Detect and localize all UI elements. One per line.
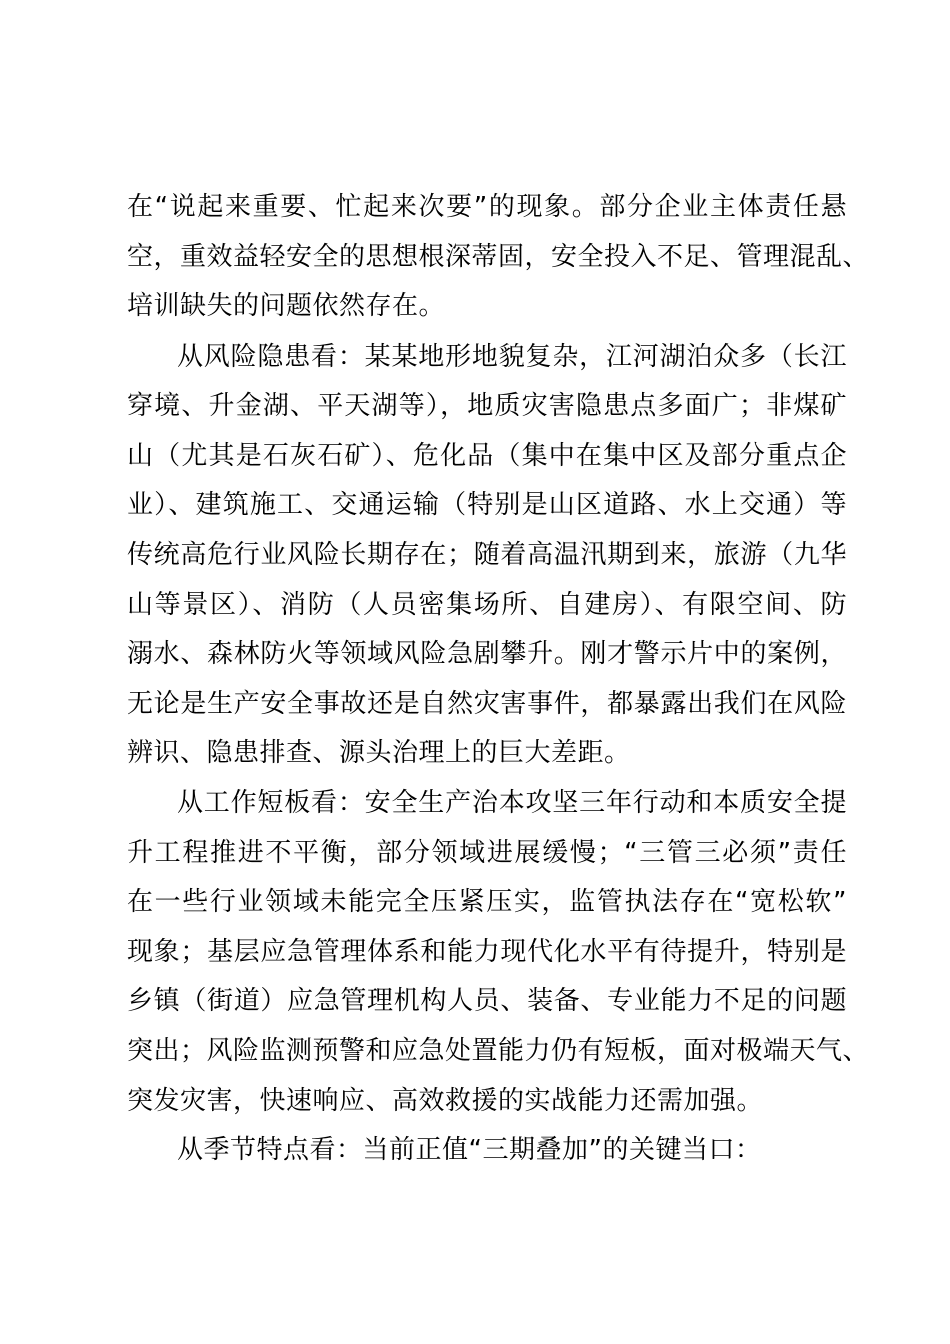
text-line: 辨识、隐患排查、源头治理上的巨大差距。 [127, 738, 631, 768]
text-line: 山等景区）、消防（人员密集场所、自建房）、有限空间、防 [127, 590, 847, 620]
text-line: 山（尤其是石灰石矿）、危化品（集中在集中区及部分重点企 [127, 441, 847, 471]
text-line: 业）、建筑施工、交通运输（特别是山区道路、水上交通）等 [127, 490, 847, 520]
text-line: 空，重效益轻安全的思想根深蒂固，安全投入不足、管理混乱、 [127, 242, 870, 272]
text-line: 乡镇（街道）应急管理机构人员、装备、专业能力不足的问题 [127, 986, 847, 1016]
text-line: 突出；风险监测预警和应急处置能力仍有短板，面对极端天气、 [127, 1036, 870, 1066]
paragraph-first-line: 从季节特点看：当前正值“三期叠加”的关键当口： [177, 1135, 762, 1165]
text-line: 无论是生产安全事故还是自然灾害事件，都暴露出我们在风险 [127, 689, 847, 719]
text-line: 传统高危行业风险长期存在；随着高温汛期到来，旅游（九华 [127, 540, 847, 570]
text-line: 在一些行业领域未能完全压紧压实，监管执法存在“宽松软” [127, 887, 847, 917]
text-line: 现象；基层应急管理体系和能力现代化水平有待提升，特别是 [127, 937, 847, 967]
text-line: 溺水、森林防火等领域风险急剧攀升。刚才警示片中的案例， [127, 639, 847, 669]
paragraph-first-line: 从风险隐患看：某某地形地貌复杂，江河湖泊众多（长江 [177, 342, 847, 372]
text-line: 突发灾害，快速响应、高效救援的实战能力还需加强。 [127, 1086, 764, 1116]
text-line: 穿境、升金湖、平天湖等），地质灾害隐患点多面广；非煤矿 [127, 391, 847, 421]
text-line: 培训缺失的问题依然存在。 [127, 291, 446, 321]
paragraph-first-line: 从工作短板看：安全生产治本攻坚三年行动和本质安全提 [177, 788, 847, 818]
text-line: 在“说起来重要、忙起来次要”的现象。部分企业主体责任悬 [127, 192, 847, 222]
text-line: 升工程推进不平衡，部分领域进展缓慢；“三管三必须”责任 [127, 838, 847, 868]
